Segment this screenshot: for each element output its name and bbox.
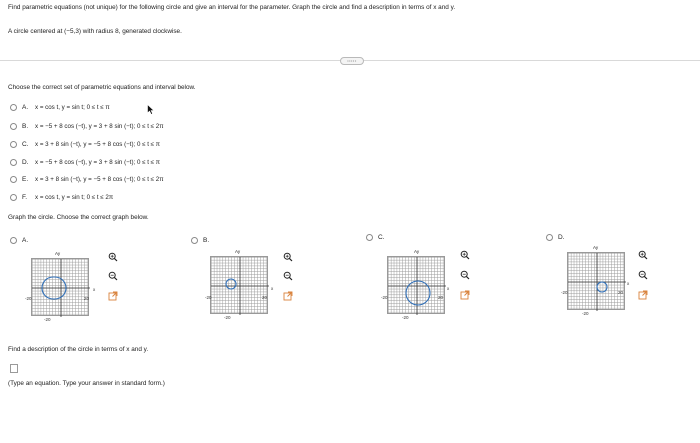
graph-d-zoom-in-icon[interactable] (638, 250, 648, 260)
option-c-letter: C. (22, 141, 29, 148)
option-c-text: x = 3 + 8 sin (−t), y = −5 + 8 cos (−t); 0 ≤ t ≤ π (35, 141, 161, 148)
graph-a-zoom-out-icon[interactable] (108, 271, 118, 281)
part2-prompt: Graph the circle. Choose the correct graph below. (8, 214, 149, 221)
graph-d-y-axis-label: Ay (593, 245, 599, 250)
option-c-radio[interactable] (10, 141, 17, 148)
option-d-text: x = −5 + 8 cos (−t), y = 3 + 8 sin (−t); 0 ≤ t ≤ π (35, 159, 161, 166)
graph-c-tick-left: -20 (381, 295, 388, 300)
graph-c-y-axis-label: Ay (414, 249, 420, 254)
option-f-text: x = cos t, y = sin t; 0 ≤ t ≤ 2π (35, 194, 114, 201)
graph-c-tick-right: 20 (438, 295, 444, 300)
graph-c-letter: C. (378, 234, 385, 241)
part3-hint: (Type an equation. Type your answer in standard form.) (8, 380, 165, 387)
graph-b-open-external-icon[interactable] (283, 291, 293, 301)
graph-b-zoom-out-icon[interactable] (283, 271, 293, 281)
graph-d-plot[interactable] (567, 252, 625, 310)
graph-c-zoom-out-icon[interactable] (460, 270, 470, 280)
option-e-letter: E. (22, 176, 29, 183)
graph-b-zoom-in-icon[interactable] (283, 252, 293, 262)
question-circle: A circle centered at (−5,3) with radius 8, generated clockwise. (8, 28, 182, 35)
graph-c-open-external-icon[interactable] (460, 290, 470, 300)
graph-d-zoom-out-icon[interactable] (638, 270, 648, 280)
graph-d-tick-bottom: -20 (582, 311, 589, 316)
graph-d-open-external-icon[interactable] (638, 290, 648, 300)
equation-answer-input[interactable] (10, 364, 18, 373)
graph-c-plot[interactable] (387, 256, 445, 314)
graph-a-plot[interactable] (31, 258, 89, 316)
graph-c-tick-bottom: -20 (402, 315, 409, 320)
graph-d-radio[interactable] (546, 234, 553, 241)
expand-handle[interactable]: ••••• (340, 57, 364, 65)
option-a-letter: A. (22, 104, 29, 111)
option-a-text: x = cos t, y = sin t; 0 ≤ t ≤ π (35, 104, 110, 111)
graph-c-zoom-in-icon[interactable] (460, 250, 470, 260)
graph-a-radio[interactable] (10, 237, 17, 244)
graph-b-y-axis-label: Ay (235, 249, 241, 254)
option-f-letter: F. (22, 194, 28, 201)
graph-c-x-axis-label: x (447, 286, 450, 291)
graph-b-tick-right: 20 (262, 295, 268, 300)
graph-a-tick-left: -20 (25, 296, 32, 301)
option-b-radio[interactable] (10, 123, 17, 130)
graph-d-x-axis-label: x (627, 281, 630, 286)
option-d-radio[interactable] (10, 159, 17, 166)
graph-d-tick-left: -20 (561, 290, 568, 295)
graph-a-y-axis-label: Ay (55, 251, 61, 256)
graph-b-tick-bottom: -20 (224, 315, 231, 320)
graph-a-x-axis-label: x (93, 287, 96, 292)
graph-a-open-external-icon[interactable] (108, 291, 118, 301)
graph-b-x-axis-label: x (271, 286, 274, 291)
option-e-radio[interactable] (10, 176, 17, 183)
part3-prompt: Find a description of the circle in terms of x and y. (8, 346, 149, 353)
graph-a-tick-right: 20 (84, 296, 90, 301)
graph-a-tick-bottom: -20 (44, 317, 51, 322)
option-d-letter: D. (22, 159, 29, 166)
graph-a-letter: A. (22, 237, 29, 244)
option-f-radio[interactable] (10, 194, 17, 201)
graph-b-tick-left: -20 (205, 295, 212, 300)
option-b-letter: B. (22, 123, 29, 130)
mouse-cursor-icon (147, 104, 155, 115)
option-b-text: x = −5 + 8 cos (−t), y = 3 + 8 sin (−t); 0 ≤ t ≤ 2π (35, 123, 164, 130)
graph-b-radio[interactable] (191, 237, 198, 244)
graph-a-zoom-in-icon[interactable] (108, 252, 118, 262)
question-instruction: Find parametric equations (not unique) for the following circle and give an interval for the parameter. Graph the circle and find a description in terms of x and y. (8, 4, 456, 11)
graph-c-radio[interactable] (366, 234, 373, 241)
option-e-text: x = 3 + 8 sin (−t), y = −5 + 8 cos (−t); 0 ≤ t ≤ 2π (35, 176, 164, 183)
option-a-radio[interactable] (10, 104, 17, 111)
part1-prompt: Choose the correct set of parametric equations and interval below. (8, 84, 196, 91)
graph-d-tick-right: 20 (618, 290, 624, 295)
graph-b-letter: B. (203, 237, 210, 244)
graph-b-plot[interactable] (210, 256, 268, 314)
graph-d-letter: D. (558, 234, 565, 241)
